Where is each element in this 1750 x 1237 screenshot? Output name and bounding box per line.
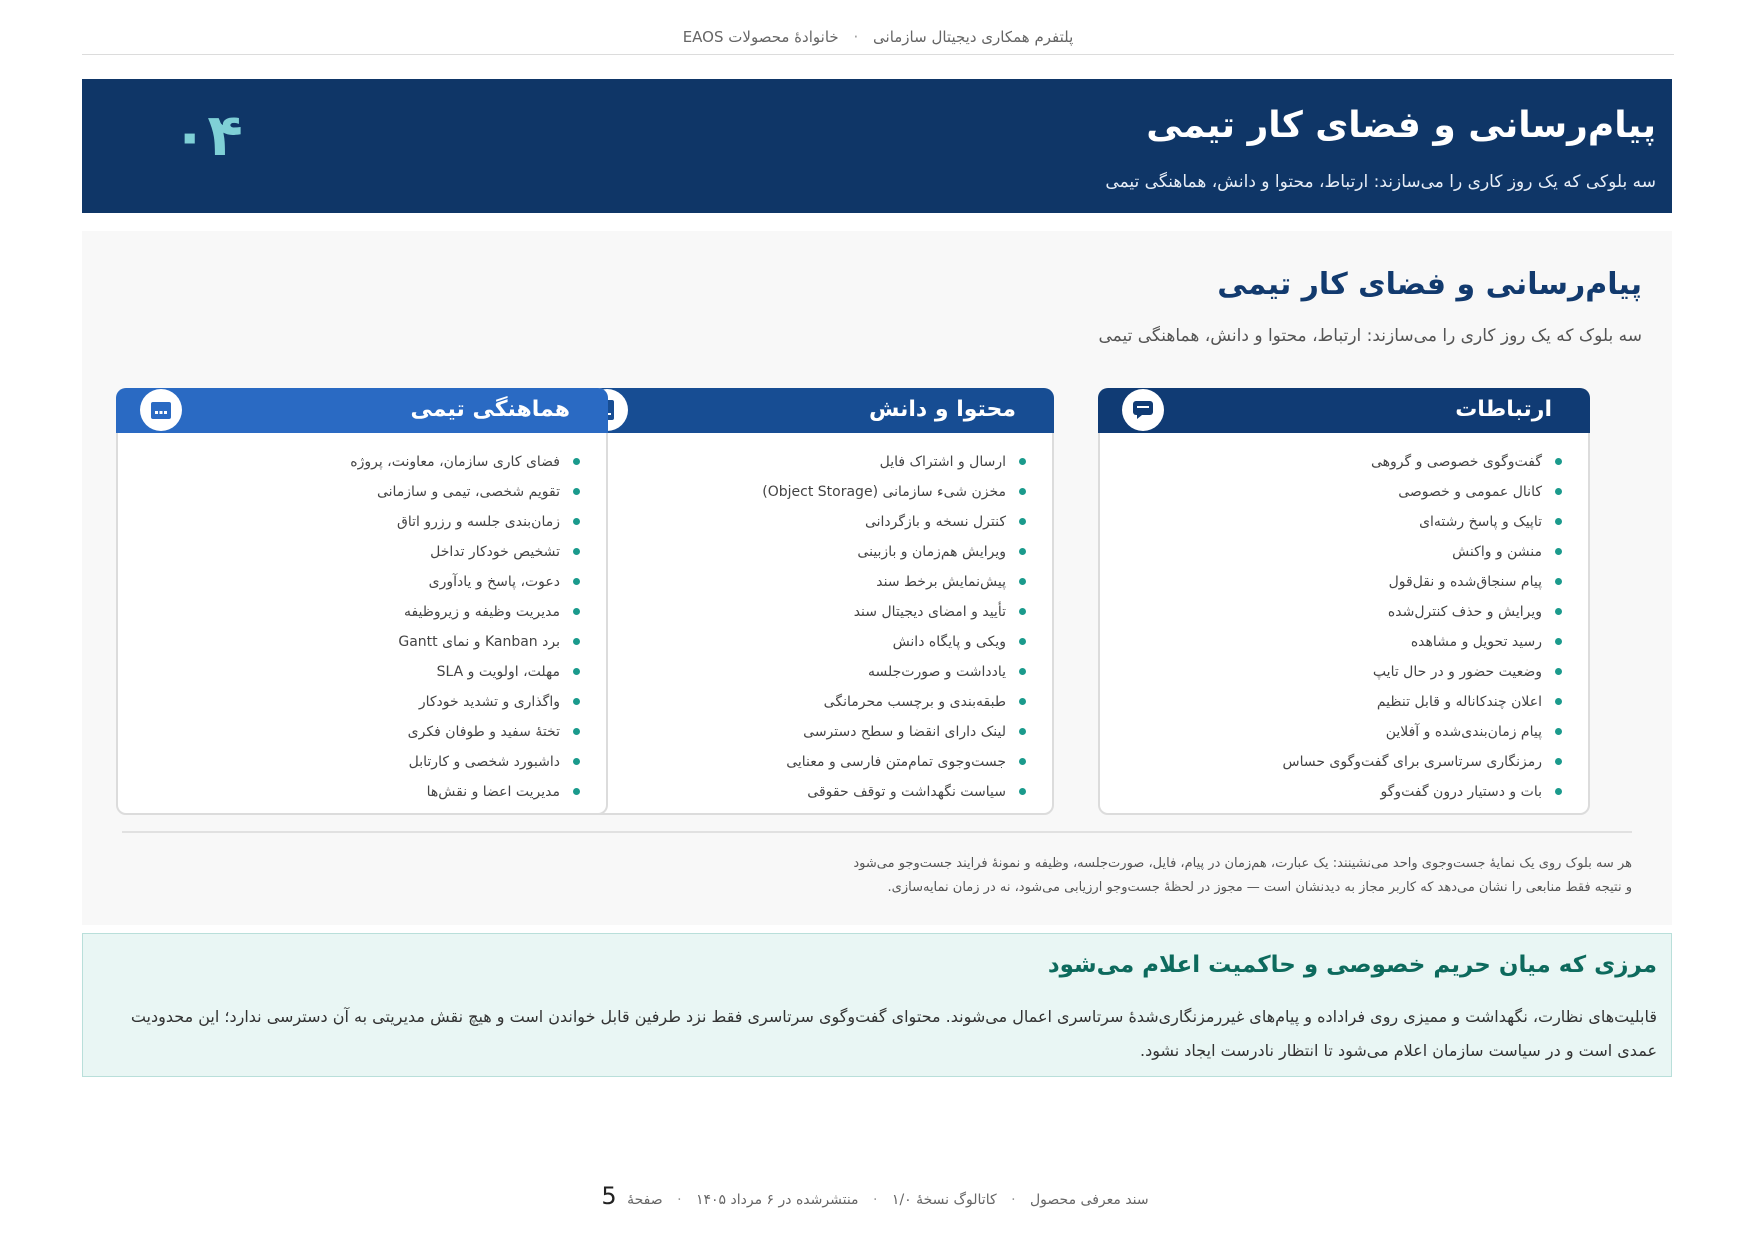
running-header [82,28,1674,55]
card-team-coordination [116,388,608,815]
list-item: فضای کاری سازمان، معاونت، پروژه [132,453,584,483]
list-item: گفت‌وگوی خصوصی و گروهی [1114,453,1566,483]
card-title: محتوا و دانش [869,397,1016,422]
list-item: منشن و واکنش [1114,543,1566,573]
running-header-platform: پلتفرم همکاری دیجیتال سازمانی [873,28,1074,46]
list-item: ویکی و پایگاه دانش [578,633,1030,663]
list-item: اعلان چندکاناله و قابل تنظیم [1114,693,1566,723]
search-note-line: و نتیجه فقط منابعی را نشان می‌دهد که کاربر مجاز به دیدنشان است — مجوز در لحظهٔ جست‌وجو ارزیابی می‌شود، نه در زمان نمایه‌سازی. [887,880,1632,895]
card-header [116,388,608,433]
list-item: رمزنگاری سرتاسری برای گفت‌وگوی حساس [1114,753,1566,783]
card-feature-list [1114,453,1566,813]
card-header [562,388,1054,433]
list-item: ویرایش هم‌زمان و بازبینی [578,543,1030,573]
privacy-callout [82,933,1672,1077]
list-item: تشخیص خودکار تداخل [132,543,584,573]
list-item: تختهٔ سفید و طوفان فکری [132,723,584,753]
panel-subtitle: سه بلوک که یک روز کاری را می‌سازند: ارتباط، محتوا و دانش، هماهنگی تیمی [1098,326,1642,346]
separator-dot: · [853,28,859,46]
search-note [853,852,1632,900]
banner-title: پیام‌رسانی و فضای کار تیمی [1146,105,1656,146]
list-item: پیام زمان‌بندی‌شده و آفلاین [1114,723,1566,753]
list-item: یادداشت و صورت‌جلسه [578,663,1030,693]
list-item: واگذاری و تشدید خودکار [132,693,584,723]
list-item: دعوت، پاسخ و یادآوری [132,573,584,603]
banner-subtitle: سه بلوکی که یک روز کاری را می‌سازند: ارتباط، محتوا و دانش، هماهنگی تیمی [1105,172,1656,192]
list-item: کنترل نسخه و بازگردانی [578,513,1030,543]
search-note-line: هر سه بلوک روی یک نمایهٔ جست‌وجوی واحد می‌نشینند: یک عبارت، هم‌زمان در پیام، فایل، صورت‌جلسه، وظیفه و نمونهٔ فرایند جست‌وجو می‌شود [853,856,1632,871]
list-item: برد Kanban و نمای Gantt [132,633,584,663]
list-item: طبقه‌بندی و برچسب محرمانگی [578,693,1030,723]
separator-dot: · [873,1192,878,1208]
card-feature-list [132,453,584,813]
list-item: تقویم شخصی، تیمی و سازمانی [132,483,584,513]
chat-bubble-icon [1122,389,1164,431]
list-item: داشبورد شخصی و کارتابل [132,753,584,783]
list-item: رسید تحویل و مشاهده [1114,633,1566,663]
separator-dot: · [677,1192,682,1208]
list-item: مدیریت وظیفه و زیروظیفه [132,603,584,633]
list-item: لینک دارای انقضا و سطح دسترسی [578,723,1030,753]
list-item: تأیید و امضای دیجیتال سند [578,603,1030,633]
card-title: ارتباطات [1455,397,1552,422]
footer-page-label: صفحهٔ [627,1192,663,1208]
list-item: ویرایش و حذف کنترل‌شده [1114,603,1566,633]
running-header-family: خانوادهٔ محصولات EAOS [682,28,839,46]
list-item: ارسال و اشتراک فایل [578,453,1030,483]
callout-body: قابلیت‌های نظارت، نگهداشت و ممیزی روی فراداده و پیام‌های غیررمزنگاری‌شدهٔ سرتاسری اعمال می‌شوند. محتوای گفت‌وگوی سرتاسری فقط نزد طرفین قابل خواندن است و هیچ نقش مدیریتی به آن دسترسی ندارد؛ این محدودیت عمدی است و در سیاست سازمان اعلام می‌شود تا انتظار نادرست ایجاد نشود. [130,1007,1657,1060]
list-item: جست‌وجوی تمام‌متن فارسی و معنایی [578,753,1030,783]
list-item: سیاست نگهداشت و توقف حقوقی [578,783,1030,813]
footer-published-date: منتشرشده در ۶ مرداد ۱۴۰۵ [695,1192,859,1208]
list-item: مهلت، اولویت و SLA [132,663,584,693]
list-item: زمان‌بندی جلسه و رزرو اتاق [132,513,584,543]
list-item: پیش‌نمایش برخط سند [578,573,1030,603]
page-number: 5 [601,1182,617,1210]
section-number: ۰۴ [172,101,243,169]
list-item: وضعیت حضور و در حال تایپ [1114,663,1566,693]
list-item: کانال عمومی و خصوصی [1114,483,1566,513]
footer-doc-type: سند معرفی محصول [1030,1192,1149,1208]
list-item: پیام سنجاق‌شده و نقل‌قول [1114,573,1566,603]
list-item: مدیریت اعضا و نقش‌ها [132,783,584,813]
footer-catalog-version: کاتالوگ نسخهٔ ۱/۰ [891,1192,997,1208]
card-header [1098,388,1590,433]
list-item: بات و دستیار درون گفت‌وگو [1114,783,1566,813]
separator-dot: · [1011,1192,1016,1208]
card-title: هماهنگی تیمی [410,397,570,422]
feature-panel [82,231,1672,925]
panel-title: پیام‌رسانی و فضای کار تیمی [1217,267,1642,302]
list-item: تاپیک و پاسخ رشته‌ای [1114,513,1566,543]
section-banner [82,79,1672,213]
list-item: مخزن شیء سازمانی (Object Storage) [578,483,1030,513]
calendar-icon [140,389,182,431]
card-feature-list [578,453,1030,813]
card-communications [1098,388,1590,815]
card-content-knowledge [562,388,1054,815]
divider [122,831,1632,833]
callout-title: مرزی که میان حریم خصوصی و حاکمیت اعلام می‌شود [1047,952,1657,978]
page-footer [0,1182,1750,1210]
